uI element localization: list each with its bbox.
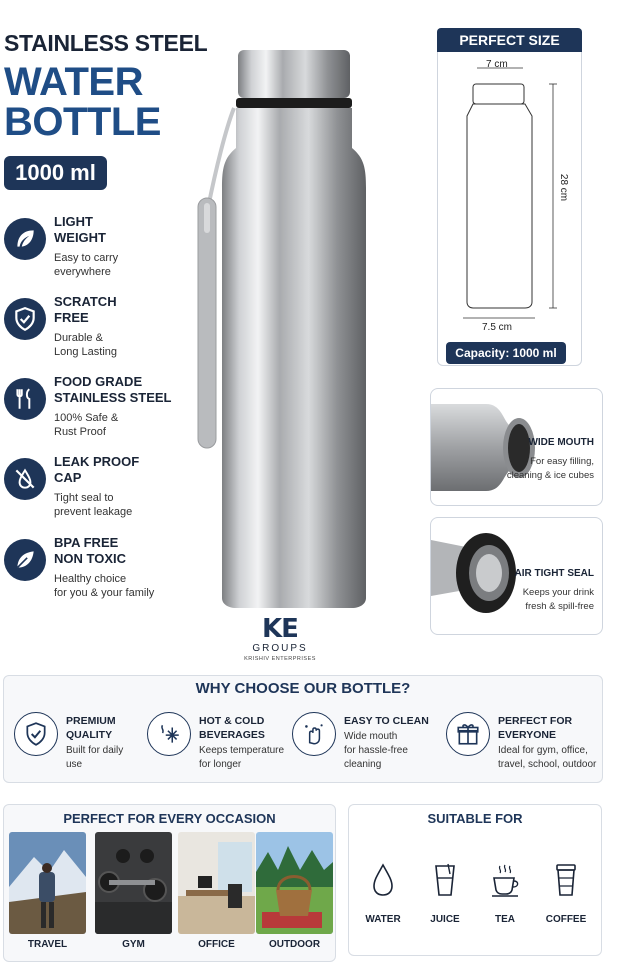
water-drop-icon — [368, 862, 398, 898]
feature-desc-2: prevent leakage — [54, 506, 133, 518]
detail-title: WIDE MOUTH — [528, 437, 594, 448]
size-title: PERFECT SIZE — [437, 28, 582, 52]
feature-heading-2: STAINLESS STEEL — [54, 390, 172, 405]
why-desc-1: Ideal for gym, office, — [498, 745, 588, 756]
why-heading-1: HOT & COLD — [199, 715, 265, 727]
gym-photo — [95, 832, 172, 934]
feature-desc-2: for you & your family — [54, 587, 155, 599]
suitable-label: TEA — [495, 914, 515, 925]
suitable-label: COFFEE — [545, 914, 587, 925]
capacity-badge: Capacity: 1000 ml — [446, 342, 566, 364]
why-desc-2: for hassle-free — [344, 745, 408, 756]
title-line-3: BOTTLE — [4, 100, 161, 144]
feature-heading-1: LIGHT — [54, 214, 93, 229]
occasion-label: OFFICE — [198, 939, 235, 950]
bottom-width-label: 7.5 cm — [482, 322, 513, 333]
tea-cup-icon — [490, 862, 520, 898]
juice-glass-icon — [430, 862, 460, 898]
why-desc-2: for longer — [199, 759, 242, 770]
why-item-perfect-for-everyone — [446, 712, 596, 776]
why-desc-1: Built for daily — [66, 745, 124, 756]
why-item-hot-cold — [147, 712, 297, 776]
feature-desc-2: Rust Proof — [54, 426, 106, 438]
feature-heading-1: SCRATCH — [54, 294, 117, 309]
why-heading-2: EVERYONE — [498, 729, 556, 741]
travel-photo — [9, 832, 86, 934]
feature-desc-1: Healthy choice — [54, 573, 127, 585]
detail-wide-mouth — [430, 388, 603, 506]
feature-heading-2: CAP — [54, 470, 82, 485]
suitable-item-coffee — [537, 862, 595, 925]
why-heading-1: PERFECT FOR — [498, 715, 573, 727]
feature-desc-1: 100% Safe & — [54, 412, 119, 424]
feature-heading-1: LEAK PROOF — [54, 454, 140, 469]
coffee-cup-icon — [551, 862, 581, 898]
height-label: 28 cm — [558, 173, 570, 202]
why-heading-2: BEVERAGES — [199, 729, 265, 741]
detail-desc-1: Keeps your drink — [522, 587, 594, 598]
why-desc-1: Keeps temperature — [199, 745, 285, 756]
brand-logo — [240, 615, 320, 671]
title-line-1: STAINLESS STEEL — [4, 30, 208, 56]
clean-hand-icon — [292, 712, 336, 756]
no-drop-icon — [4, 458, 46, 500]
feature-heading-2: WEIGHT — [54, 230, 106, 245]
feature-desc-1: Durable & — [54, 332, 103, 344]
detail-desc-1: For easy filling, — [530, 456, 594, 467]
top-width-label: 7 cm — [486, 59, 508, 70]
brand-subtitle: KRISHIV ENTERPRISES — [244, 656, 316, 662]
feature-heading-1: FOOD GRADE — [54, 374, 143, 389]
occasion-label: TRAVEL — [27, 939, 68, 950]
feature-desc-2: everywhere — [54, 266, 111, 278]
feature-heading-2: FREE — [54, 310, 89, 325]
leaf-icon — [4, 539, 46, 581]
feature-heading-2: NON TOXIC — [54, 551, 126, 566]
suitable-title: SUITABLE FOR — [427, 811, 523, 826]
suitable-label: WATER — [365, 914, 401, 925]
occasion-title: PERFECT FOR EVERY OCCASION — [63, 811, 276, 826]
office-photo — [178, 832, 255, 934]
why-title: WHY CHOOSE OUR BOTTLE? — [195, 680, 411, 697]
detail-desc-2: cleaning & ice cubes — [506, 470, 594, 481]
why-desc-2: travel, school, outdoor — [498, 759, 597, 770]
why-heading-1: EASY TO CLEAN — [344, 715, 429, 727]
gift-icon — [446, 712, 490, 756]
shield-check-icon — [4, 298, 46, 340]
feature-heading-1: BPA FREE — [54, 535, 119, 550]
why-item-premium-quality — [14, 712, 164, 776]
brand-name: GROUPS — [252, 643, 308, 654]
why-desc-2: use — [66, 759, 83, 770]
fork-knife-icon — [4, 378, 46, 420]
suitable-item-tea — [476, 862, 534, 925]
feature-desc-1: Tight seal to — [54, 492, 114, 504]
detail-title: AIR TIGHT SEAL — [514, 568, 594, 579]
occasion-label: OUTDOOR — [268, 939, 321, 950]
flame-snowflake-icon — [147, 712, 191, 756]
detail-air-tight-seal — [430, 517, 603, 635]
shield-check-icon — [14, 712, 58, 756]
volume-badge: 1000 ml — [4, 156, 107, 190]
why-item-easy-to-clean — [292, 712, 442, 776]
title-line-2: WATER — [4, 60, 143, 104]
why-desc-1: Wide mouth — [344, 731, 398, 742]
suitable-item-water — [354, 862, 412, 925]
bottle-image — [186, 48, 386, 608]
detail-desc-2: fresh & spill-free — [525, 601, 594, 612]
occasion-label: GYM — [122, 939, 145, 950]
why-desc-3: cleaning — [344, 759, 382, 770]
feature-desc-1: Easy to carry — [54, 252, 119, 264]
brand-mark: KE — [262, 614, 298, 644]
outdoor-photo — [256, 832, 333, 934]
suitable-label: JUICE — [430, 914, 460, 925]
feature-desc-2: Long Lasting — [54, 346, 117, 358]
suitable-item-juice — [416, 862, 474, 925]
feather-icon — [4, 218, 46, 260]
why-heading-1: PREMIUM — [66, 715, 116, 727]
why-heading-2: QUALITY — [66, 729, 113, 741]
